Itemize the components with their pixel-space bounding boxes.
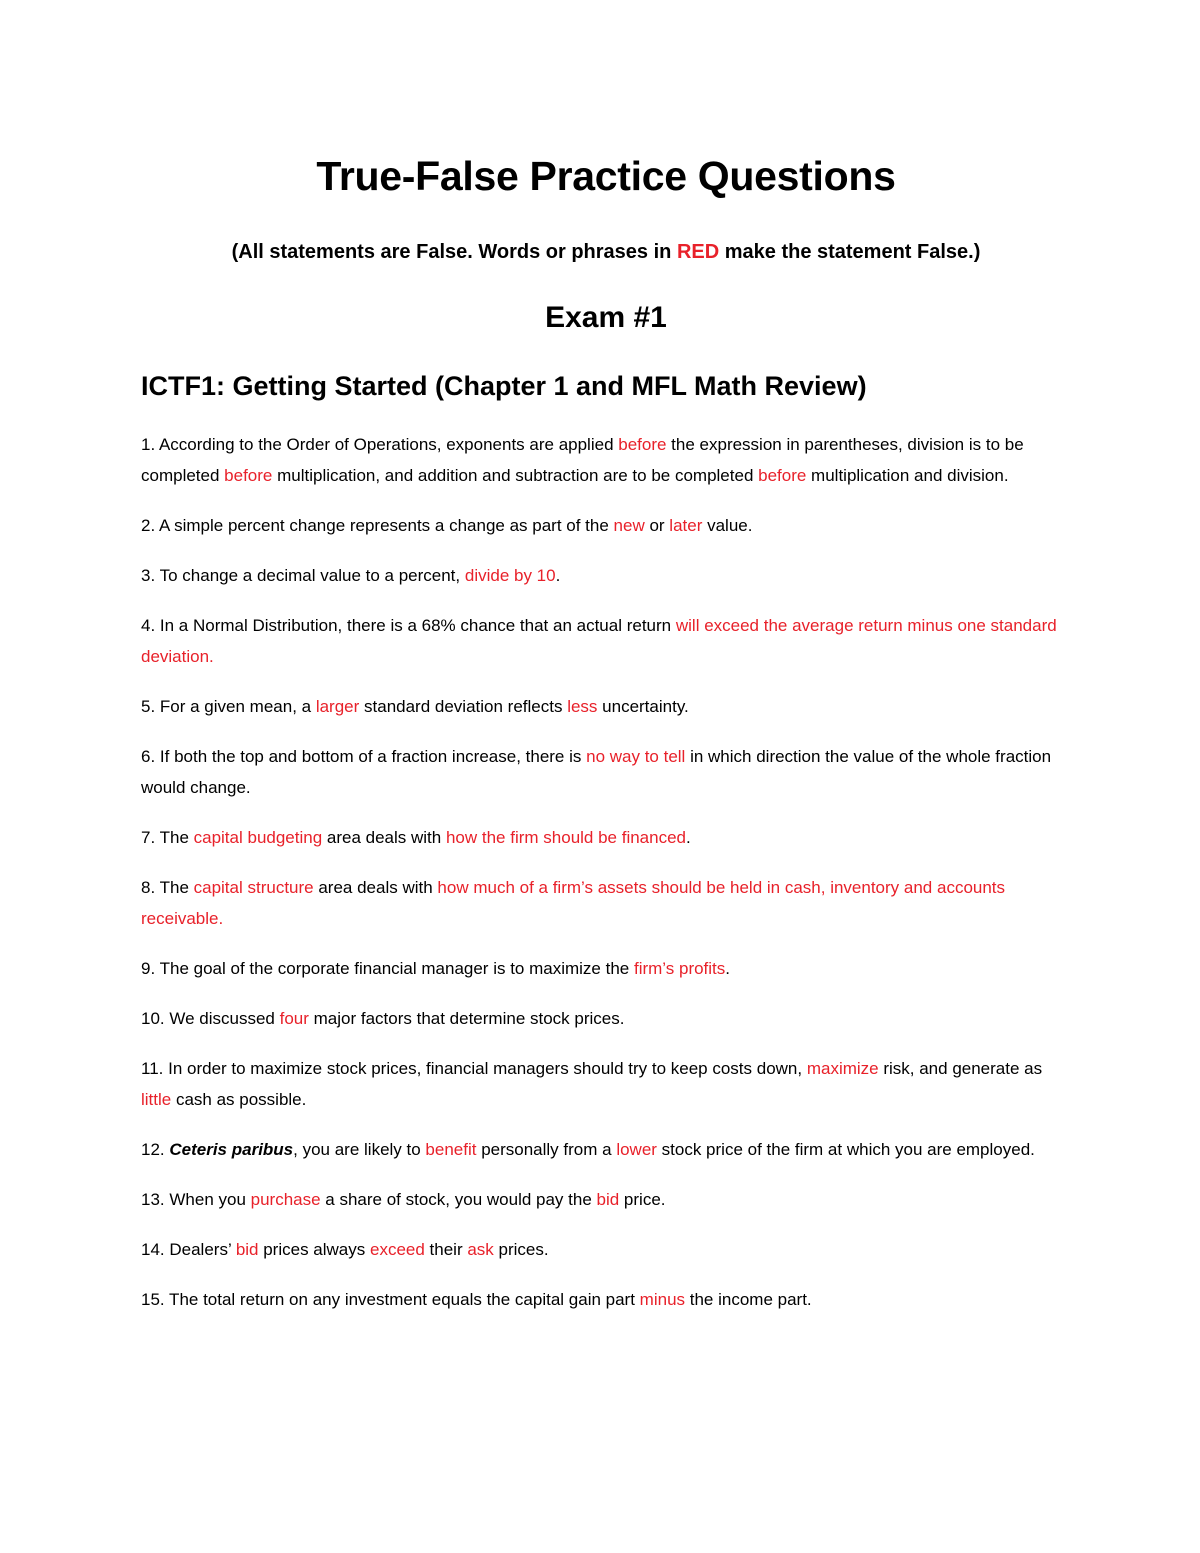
question-item (141, 560, 1071, 591)
question-number: 2. (141, 516, 156, 535)
question-text: area deals with (313, 878, 438, 897)
question-text: major factors that determine stock prices. (308, 1009, 625, 1028)
italic-term: Ceteris paribus (169, 1140, 294, 1159)
question-text: the income part. (685, 1290, 812, 1309)
question-text: In order to maximize stock prices, financial managers should try to keep costs down, (163, 1059, 807, 1078)
false-phrase: no way to tell (586, 747, 686, 766)
question-text: area deals with (322, 828, 446, 847)
question-text: multiplication, and addition and subtraction are to be completed (272, 466, 759, 485)
question-text: multiplication and division. (806, 466, 1009, 485)
false-phrase: capital structure (193, 878, 314, 897)
question-number: 13. (141, 1190, 165, 1209)
question-text: , you are likely to (293, 1140, 426, 1159)
false-phrase: ask (467, 1240, 494, 1259)
question-text: Dealers’ (164, 1240, 236, 1259)
question-item (141, 691, 1071, 722)
question-text: . (725, 959, 731, 978)
question-text: prices. (493, 1240, 549, 1259)
question-text: standard deviation reflects (359, 697, 568, 716)
question-text: stock price of the firm at which you are employed. (656, 1140, 1035, 1159)
false-phrase: will exceed the average return minus one standard deviation. (141, 616, 1057, 666)
question-text: their (424, 1240, 468, 1259)
false-phrase: purchase (250, 1190, 321, 1209)
false-phrase: capital budgeting (193, 828, 323, 847)
question-item (141, 1134, 1071, 1165)
question-number: 10. (141, 1009, 165, 1028)
false-phrase: divide by 10 (464, 566, 556, 585)
false-phrase: exceed (369, 1240, 425, 1259)
question-text: value. (702, 516, 753, 535)
question-item (141, 429, 1071, 491)
question-number: 6. (141, 747, 156, 766)
question-text: The goal of the corporate financial manager is to maximize the (155, 959, 634, 978)
question-item (141, 953, 1071, 984)
question-item (141, 610, 1071, 672)
question-number: 9. (141, 959, 156, 978)
exam-heading: Exam #1 (545, 301, 667, 334)
question-number: 3. (141, 566, 156, 585)
question-number: 12. (141, 1140, 165, 1159)
false-phrase: less (567, 697, 598, 716)
false-phrase: four (279, 1009, 309, 1028)
question-item (141, 1284, 1071, 1315)
false-phrase: how the firm should be financed (445, 828, 687, 847)
question-number: 7. (141, 828, 156, 847)
question-number: 14. (141, 1240, 165, 1259)
question-text: When you (164, 1190, 251, 1209)
false-phrase: little (141, 1090, 172, 1109)
false-phrase: minus (639, 1290, 686, 1309)
question-text: the expression in parentheses, division is to be completed (141, 435, 1024, 485)
false-phrase: before (224, 466, 273, 485)
question-item (141, 1003, 1071, 1034)
question-text: The total return on any investment equals the capital gain part (164, 1290, 640, 1309)
false-phrase: firm’s profits (633, 959, 726, 978)
false-phrase: how much of a firm’s assets should be held in cash, inventory and accounts receivable. (141, 878, 1006, 928)
section-heading: ICTF1: Getting Started (Chapter 1 and MFL Math Review) (141, 371, 867, 401)
question-text: In a Normal Distribution, there is a 68% chance that an actual return (155, 616, 676, 635)
question-text: . (686, 828, 691, 847)
false-phrase: benefit (425, 1140, 477, 1159)
question-number: 15. (141, 1290, 165, 1309)
question-item (141, 1053, 1071, 1115)
question-text: The (155, 878, 194, 897)
question-text: The (155, 828, 194, 847)
question-list (141, 429, 1071, 1334)
question-text: personally from a (476, 1140, 617, 1159)
question-number: 5. (141, 697, 156, 716)
instructions-text-before: (All statements are False. Words or phrases in (231, 241, 677, 263)
question-text: To change a decimal value to a percent, (155, 566, 465, 585)
instructions-subtitle (141, 236, 1071, 268)
false-phrase: before (758, 466, 807, 485)
false-phrase: before (618, 435, 667, 454)
question-text: a share of stock, you would pay the (320, 1190, 597, 1209)
question-number: 1. (141, 435, 156, 454)
question-text: If both the top and bottom of a fraction increase, there is (155, 747, 587, 766)
false-phrase: new (613, 516, 645, 535)
question-text: cash as possible. (171, 1090, 307, 1109)
question-text: According to the Order of Operations, exponents are applied (155, 435, 619, 454)
false-phrase: maximize (806, 1059, 879, 1078)
question-text: or (644, 516, 670, 535)
question-text: . (555, 566, 561, 585)
question-item (141, 1234, 1071, 1265)
question-item (141, 510, 1071, 541)
question-number: 4. (141, 616, 156, 635)
false-phrase: bid (596, 1190, 620, 1209)
question-number: 11. (141, 1059, 164, 1078)
question-text: prices always (258, 1240, 370, 1259)
question-number: 8. (141, 878, 156, 897)
question-text: in which direction the value of the whole fraction would change. (141, 747, 1052, 797)
instructions-red-word: RED (676, 241, 720, 263)
question-text: For a given mean, a (155, 697, 316, 716)
question-text: uncertainty. (597, 697, 689, 716)
question-text: We discussed (164, 1009, 280, 1028)
question-text: price. (619, 1190, 666, 1209)
false-phrase: lower (616, 1140, 657, 1159)
question-item (141, 822, 1071, 853)
false-phrase: larger (315, 697, 360, 716)
question-text: A simple percent change represents a change as part of the (155, 516, 614, 535)
question-item (141, 1184, 1071, 1215)
false-phrase: bid (235, 1240, 259, 1259)
question-text: risk, and generate as (878, 1059, 1043, 1078)
question-item (141, 872, 1071, 934)
instructions-text-after: make the statement False.) (719, 241, 981, 263)
false-phrase: later (669, 516, 703, 535)
question-item (141, 741, 1071, 803)
page-title: True-False Practice Questions (316, 153, 896, 199)
